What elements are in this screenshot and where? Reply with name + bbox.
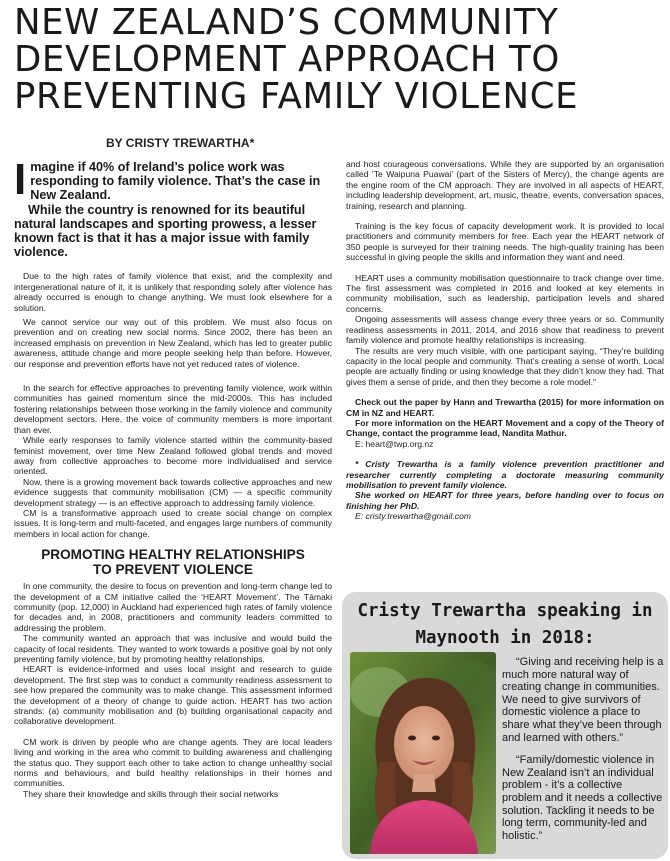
right-para-3: HEART uses a community mobilisation questionnaire to track change over time. The first assessment was completed in 2016 and looked at key elements in community mobilisation, such as leadership, participation levels and shared concerns. (346, 272, 664, 314)
left-para-8: The community wanted an approach that was inclusive and would build the capacity of local residents. They wanted to work towards a positive goal by not only preventing family violence, but by promoting healthy relationships. (14, 633, 332, 665)
lead-paragraph-2: While the country is renowned for its beautiful natural landscapes and sporting prowess, a lesser known fact is that it has a major issue with family violence. (14, 202, 317, 260)
left-para-1: Due to the high rates of family violence that exist, and the complexity and intergenerational nature of it, it is unlikely that responding solely after violence has already occurred is enough to change anything. We must look elsewhere for a solution. (14, 271, 332, 313)
quote-box (342, 592, 668, 859)
subhead-line-1: PROMOTING HEALTHY RELATIONSHIPS (41, 547, 305, 563)
left-para-10: CM work is driven by people who are change agents. They are local leaders living and working in the area who commit to building awareness and challenging the status quo. They support each other to take action to change unhealthy social norms and behaviours, and build healthy relationships in their homes and communities. (14, 736, 332, 789)
byline: BY CRISTY TREWARTHA* (106, 136, 255, 150)
left-para-3: In the search for effective approaches to preventing family violence, work within communities has gained momentum since the mid-2000s. This has included fostering relationships between those working in the family violence and community development sectors. Here, the voice of community members is more important than ever. (14, 383, 332, 435)
section-subhead (14, 548, 332, 577)
right-para-5: The results are very much visible, with one participant saying, “They’re building capacity in the local people and community. That’s creating a sense of worth. Local people are actually finding or using knowledge that they didn’t know they had. That gives them a sense of pride, and then they become a role model.” (346, 345, 664, 387)
right-column (346, 159, 664, 522)
left-body (14, 271, 332, 539)
headline-line-2: DEVELOPMENT APPROACH TO (14, 39, 560, 80)
left-para-7: In one community, the desire to focus on prevention and long-term change led to the development of a CM initiative called the ‘HEART Movement’. The Tāmaki community (pop. 12,000) in Auckland had experienced high rates of family violence for decades and, in 2008, practitioners and community leaders committed to addressing the problem. (14, 581, 332, 633)
headline-line-3: PREVENTING FAMILY VIOLENCE (14, 76, 579, 117)
author-bio-2: She worked on HEART for three years, before handing over to focus on finishing her PhD. (346, 490, 664, 511)
drop-cap: I (14, 155, 27, 204)
quote-2: “Family/domestic violence in New Zealand isn’t an individual problem - it’s a collective problem and it needs a collective solution. Tackling it needs to be long term, community-led and holistic.” (502, 754, 663, 842)
quote-box-title-line-2: Maynooth in 2018: (415, 628, 595, 648)
left-body-2 (14, 581, 332, 799)
left-para-9: HEART is evidence-informed and uses local insight and research to guide development. The first step was to conduct a community readiness assessment to see how prepared the community was to make change. This assessment informed the development of a theory of change to guide action. HEART has two action strands: (a) community mobilisation and (b) building organisational capacity and collaborative development. (14, 664, 332, 727)
quote-box-title-line-1: Cristy Trewartha speaking in (357, 601, 653, 621)
email-author-link[interactable]: E: cristy.trewartha@gmail.com (355, 511, 472, 522)
right-para-7: For more information on the HEART Movement and a copy of the Theory of Change, contact the programme lead, Nandita Mathur. (346, 417, 664, 439)
headline (14, 4, 664, 115)
right-para-4: Ongoing assessments will assess change every three years or so. Community readiness assessments in 2011, 2014, and 2016 show that readiness to prevent family violence and promote healthy relationships is increasing. (346, 314, 664, 346)
quote-box-title (342, 598, 668, 652)
lead-text-1: magine if 40% of Ireland’s police work was responding to family violence. That’s the case in New Zealand. (30, 160, 321, 203)
lead-paragraph (14, 155, 332, 260)
right-para-6: Check out the paper by Hann and Trewartha (2015) for more information on CM in NZ and HEART. (346, 397, 664, 418)
left-para-6: CM is a transformative approach used to create social change on complex issues. It is long-term and multi-faceted, and engages large numbers of community members in local action for change. (14, 507, 332, 539)
author-photo (350, 652, 496, 854)
left-para-11: They share their knowledge and skills through their social networks (23, 788, 279, 799)
right-para-2: Training is the key focus of capacity development work. It is provided to local practitioners and community members for free. Each year the HEART network of 350 people is surveyed for their training needs. The high-quality training has been successful in giving people the skills and information they want and need. (346, 221, 664, 263)
right-para-1: and host courageous conversations. While they are supported by an organisation called ‘Te Waipuna Puawai’ (part of the Sisters of Mercy), the change agents are the engine room of the CM approach. They are involved in all aspects of HEART, including leadership development, art, music, theatre, events, conversation spaces, training, research and planning. (346, 159, 664, 211)
left-column (14, 155, 332, 799)
quote-text (502, 656, 664, 842)
subhead-line-2: TO PREVENT VIOLENCE (93, 561, 253, 577)
left-para-4: While early responses to family violence started within the community-based feminist movement, over time New Zealand followed global trends and moved away from collective approaches to become more individualised and service oriented. (14, 435, 332, 477)
left-para-2: We cannot service our way out of this problem. We must also focus on prevention and on creating new social norms. Since 2002, there has been an increased emphasis on prevention in New Zealand, which has led to greater public awareness, attitude change and more people seeking help than before. However, our response and prevention efforts have not yet reduced rates of violence. (14, 317, 332, 369)
left-para-5: Now, there is a growing movement back towards collective approaches and new evidence suggests that community mobilisation (CM) — a specific community development strategy — is an effective approach to addressing family violence. (14, 476, 332, 508)
headline-line-1: NEW ZEALAND’S COMMUNITY (14, 2, 559, 43)
quote-1: “Giving and receiving help is a much more natural way of creating change in communities. We need to give survivors of domestic violence a place to share what they’ve been through and learned with others.” (502, 656, 664, 744)
lead-paragraph-1 (14, 155, 332, 204)
author-bio-1: * Cristy Trewartha is a family violence prevention practitioner and researcher currently completing a doctorate measuring community mobilisation to prevent family violence. (346, 459, 664, 490)
email-heart-link[interactable]: E: heart@twp.org.nz (355, 438, 434, 449)
